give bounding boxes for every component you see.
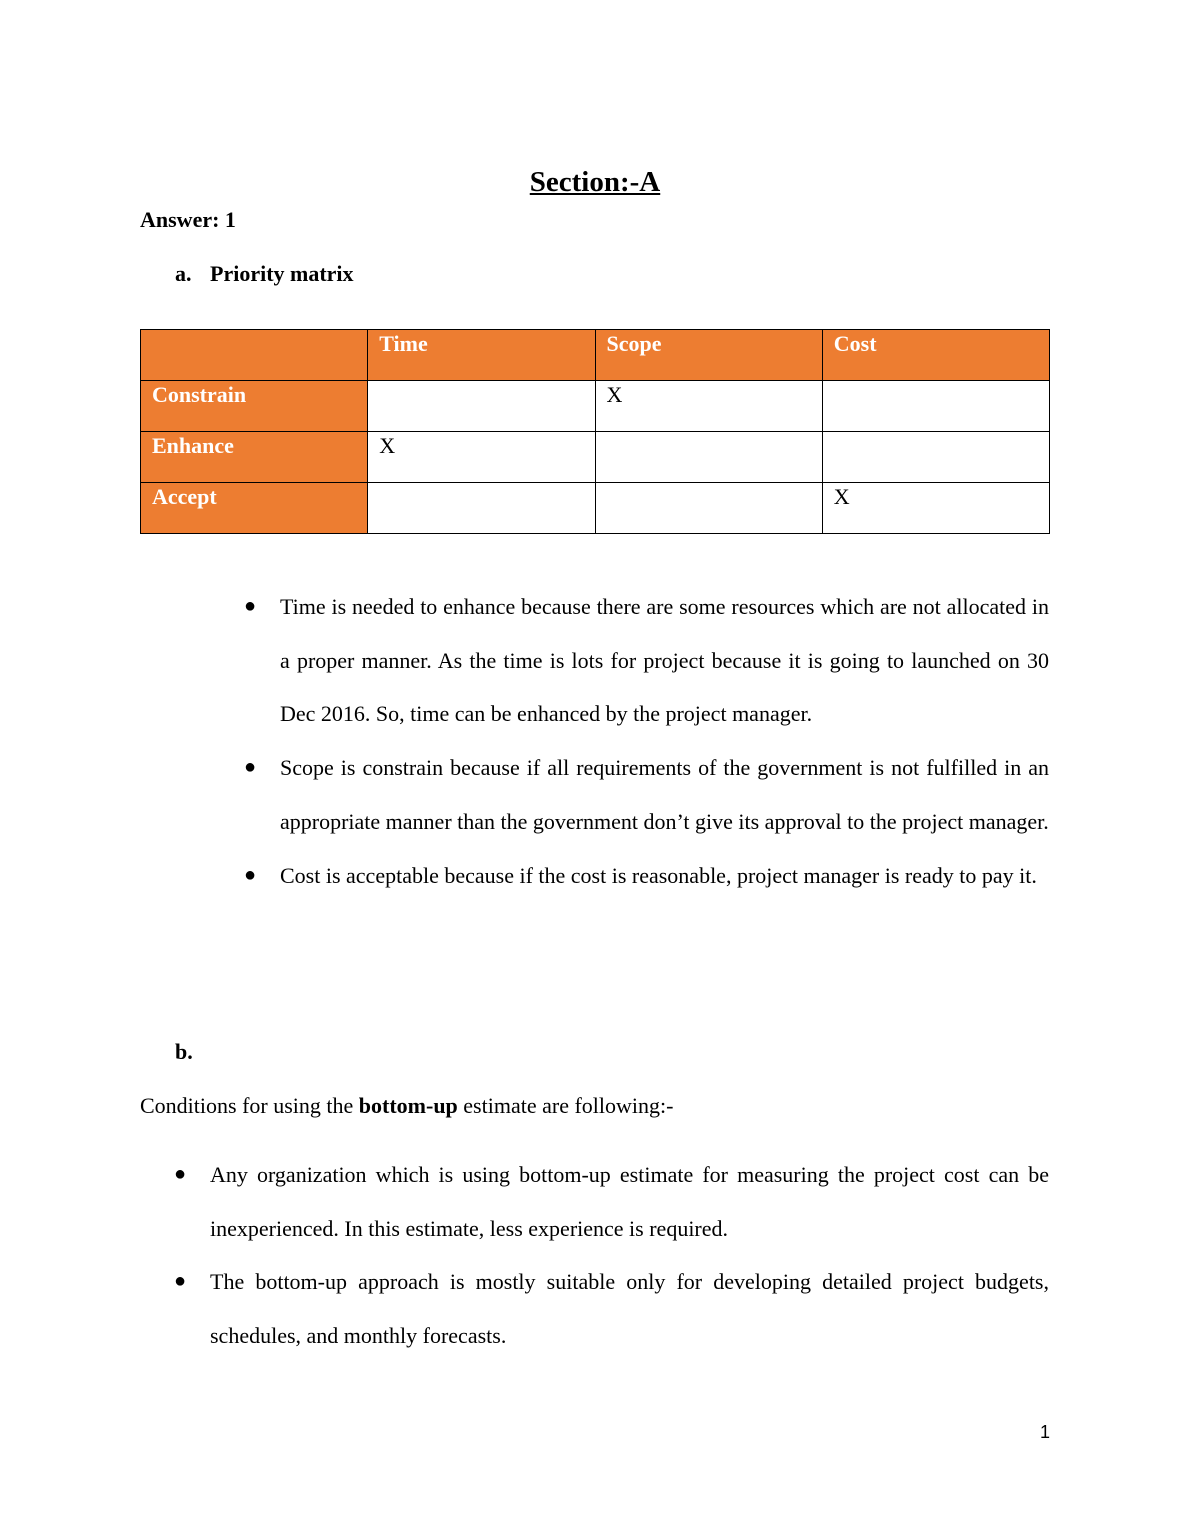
matrix-cell — [822, 432, 1049, 483]
page-number: 1 — [1039, 1422, 1050, 1442]
matrix-cell: X — [368, 432, 595, 483]
list-item-text: Scope is constrain because if all requirements of the government is not fulfilled in an appropriate manner than the government don’t give its approval to the project manager. — [280, 755, 1049, 834]
matrix-cell: X — [595, 381, 822, 432]
matrix-header-row — [141, 330, 1050, 381]
matrix-row-accept — [141, 483, 1050, 534]
list-item — [174, 1255, 1049, 1362]
bullet-icon: ● — [174, 1163, 187, 1185]
matrix-row-constrain — [141, 381, 1050, 432]
bullet-icon: ● — [244, 863, 257, 886]
matrix-cell — [822, 381, 1049, 432]
matrix-row-label: Accept — [141, 483, 368, 534]
section-a-bullet-list — [244, 580, 1049, 902]
section-b-bullet-list — [174, 1148, 1049, 1363]
matrix-corner-cell — [141, 330, 368, 381]
matrix-row-label: Constrain — [141, 381, 368, 432]
bullet-icon: ● — [174, 1270, 187, 1293]
subheading-a-text: Priority matrix — [210, 261, 354, 286]
matrix-cell: X — [822, 483, 1049, 534]
matrix-col-header-scope: Scope — [595, 330, 822, 381]
conditions-intro — [140, 1091, 673, 1121]
matrix-cell — [368, 381, 595, 432]
matrix-cell — [368, 483, 595, 534]
list-item-text: Cost is acceptable because if the cost is reasonable, project manager is ready to pay it. — [280, 862, 1037, 888]
matrix-col-header-time: Time — [368, 330, 595, 381]
conditions-bold-term: bottom-up — [358, 1093, 458, 1118]
subheading-a — [175, 259, 354, 289]
list-item — [174, 1148, 1049, 1255]
subheading-b — [175, 1037, 210, 1067]
page-title: Section:-A — [529, 166, 661, 198]
subheading-b-marker: b. — [175, 1039, 193, 1064]
matrix-col-header-cost: Cost — [822, 330, 1049, 381]
subheading-a-marker: a. — [175, 261, 192, 286]
matrix-row-enhance — [141, 432, 1050, 483]
conditions-prefix: Conditions for using the — [140, 1093, 359, 1118]
list-item-text: Time is needed to enhance because there are some resources which are not allocated in a proper manner. As the time is lots for project because it is going to launched on 30 Dec 2016. So, time can be enhanced by the project manager. — [280, 594, 1049, 727]
list-item-text: The bottom-up approach is mostly suitable only for developing detailed project budgets, schedules, and monthly forecasts. — [210, 1269, 1049, 1349]
conditions-suffix: estimate are following:- — [457, 1093, 674, 1118]
bullet-icon: ● — [244, 756, 257, 779]
matrix-row-label: Enhance — [141, 432, 368, 483]
list-item-text: Any organization which is using bottom-up estimate for measuring the project cost can be inexperienced. In this estimate, less experience is required. — [210, 1162, 1049, 1241]
priority-matrix-table — [140, 329, 1050, 534]
list-item — [244, 849, 1049, 903]
matrix-cell — [595, 432, 822, 483]
answer-label: Answer: 1 — [140, 207, 236, 232]
list-item — [244, 580, 1049, 741]
matrix-cell — [595, 483, 822, 534]
list-item — [244, 741, 1049, 848]
bullet-icon: ● — [244, 595, 257, 617]
